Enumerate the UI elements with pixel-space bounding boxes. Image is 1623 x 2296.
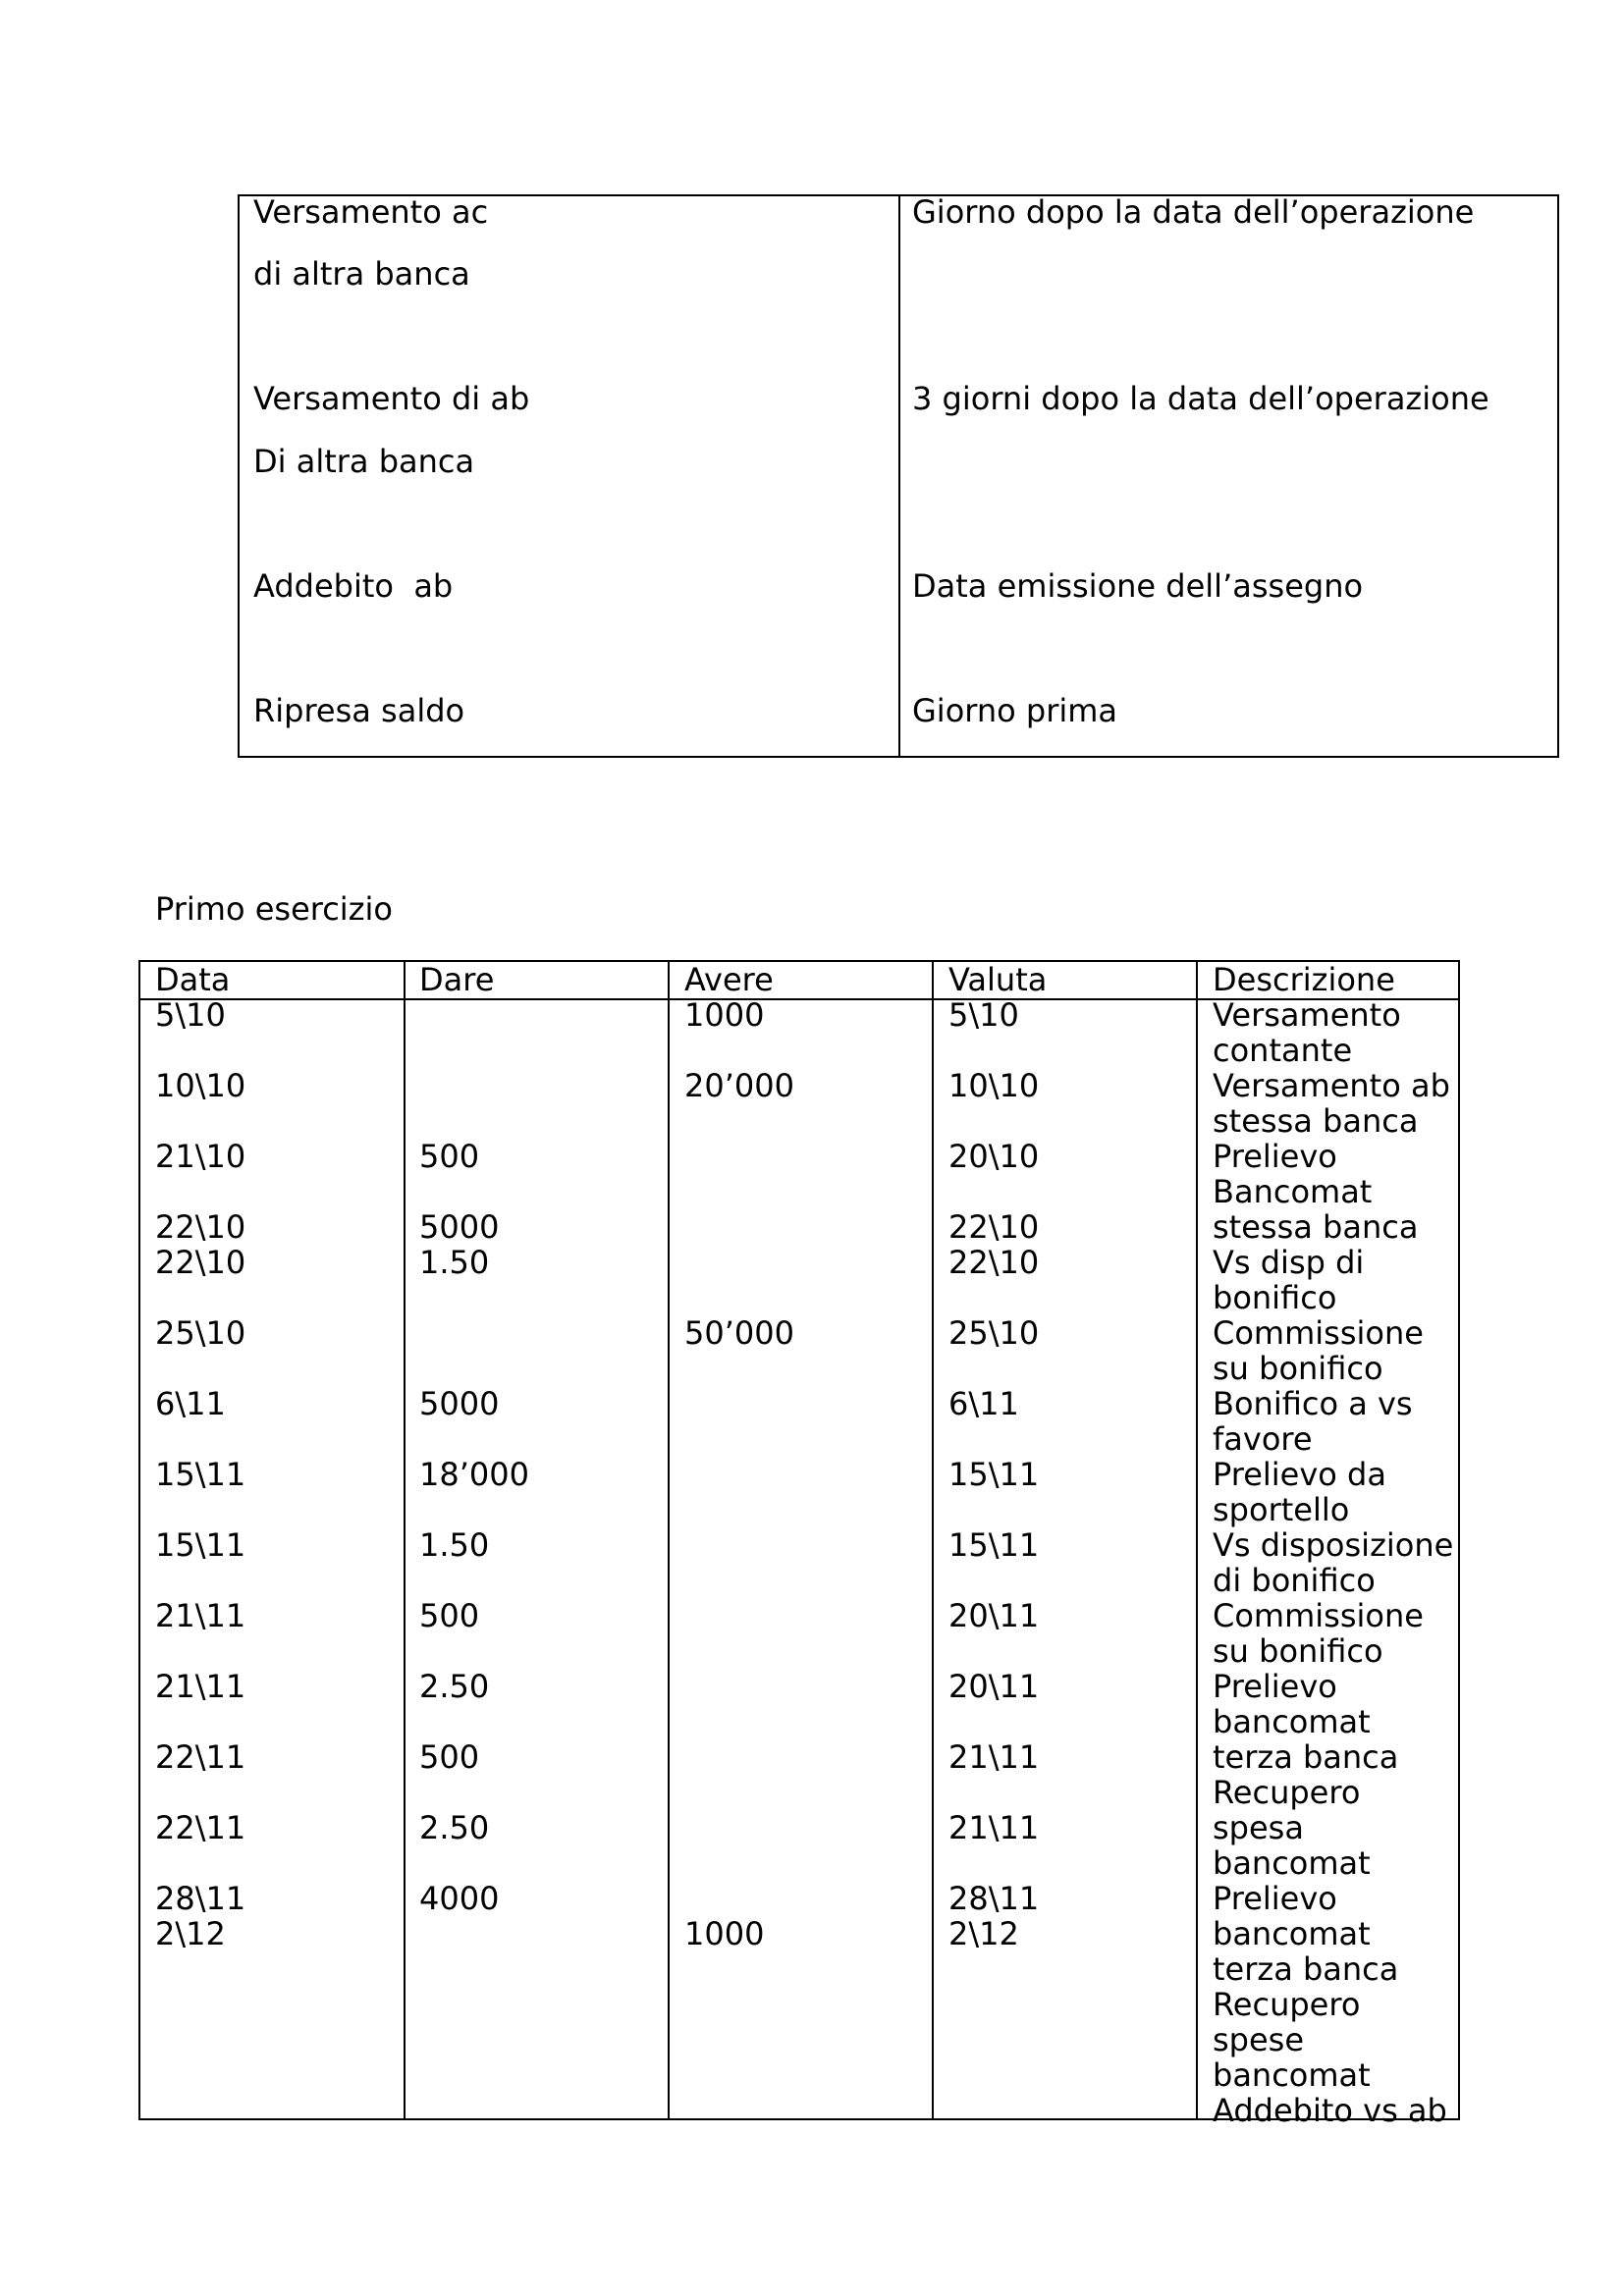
top-cell-right: Giorno prima xyxy=(912,692,1118,729)
section-title: Primo esercizio xyxy=(155,890,393,928)
top-cell-right: Data emissione dell’assegno xyxy=(912,567,1364,605)
cell-descrizione: Versamento ab xyxy=(1213,1067,1450,1104)
cell-data: 21\10 xyxy=(155,1138,246,1175)
cell-data: 6\11 xyxy=(155,1385,226,1422)
cell-descrizione: Versamento xyxy=(1213,996,1401,1034)
cell-valuta: 22\10 xyxy=(948,1244,1040,1281)
cell-data: 15\11 xyxy=(155,1456,246,1493)
cell-avere: 1000 xyxy=(684,996,765,1034)
header-descrizione: Descrizione xyxy=(1213,961,1395,998)
cell-data: 5\10 xyxy=(155,996,226,1034)
cell-dare: 500 xyxy=(419,1738,480,1776)
cell-dare: 18’000 xyxy=(419,1456,529,1493)
top-cell-left: Addebito ab xyxy=(253,567,454,605)
top-cell-right: Giorno dopo la data dell’operazione xyxy=(912,193,1475,231)
column-divider xyxy=(668,962,670,2118)
cell-dare: 5000 xyxy=(419,1208,500,1246)
cell-data: 15\11 xyxy=(155,1526,246,1564)
cell-descrizione: Bonifico a vs xyxy=(1213,1385,1413,1422)
cell-dare: 500 xyxy=(419,1597,480,1634)
top-cell-left: Ripresa saldo xyxy=(253,692,465,729)
cell-descrizione: bancomat xyxy=(1213,1703,1371,1740)
column-divider xyxy=(404,962,406,2118)
cell-descrizione: stessa banca xyxy=(1213,1102,1419,1140)
cell-descrizione: spesa xyxy=(1213,1809,1304,1846)
cell-descrizione: su bonifico xyxy=(1213,1350,1383,1387)
top-cell-right: 3 giorni dopo la data dell’operazione xyxy=(912,380,1489,417)
cell-data: 28\11 xyxy=(155,1880,246,1917)
cell-data: 10\10 xyxy=(155,1067,246,1104)
cell-descrizione: Commissione xyxy=(1213,1314,1424,1352)
cell-data: 2\12 xyxy=(155,1915,226,1952)
cell-valuta: 2\12 xyxy=(948,1915,1019,1952)
cell-descrizione: favore xyxy=(1213,1420,1313,1458)
header-data: Data xyxy=(155,961,231,998)
top-cell-left: Versamento di ab xyxy=(253,380,530,417)
cell-descrizione: Recupero xyxy=(1213,1986,1361,2023)
cell-valuta: 15\11 xyxy=(948,1526,1040,1564)
cell-data: 21\11 xyxy=(155,1597,246,1634)
cell-dare: 1.50 xyxy=(419,1526,490,1564)
cell-descrizione: terza banca xyxy=(1213,1950,1399,1988)
cell-descrizione: Commissione xyxy=(1213,1597,1424,1634)
cell-descrizione: Prelievo xyxy=(1213,1880,1337,1917)
top-cell-left: Di altra banca xyxy=(253,443,475,480)
cell-descrizione: bonifico xyxy=(1213,1279,1337,1316)
cell-avere: 20’000 xyxy=(684,1067,794,1104)
cell-data: 22\11 xyxy=(155,1738,246,1776)
cell-valuta: 6\11 xyxy=(948,1385,1019,1422)
cell-valuta: 22\10 xyxy=(948,1208,1040,1246)
column-divider xyxy=(898,196,900,756)
cell-descrizione: Recupero xyxy=(1213,1774,1361,1811)
cell-descrizione: Addebito vs ab xyxy=(1213,2092,1447,2129)
cell-descrizione: bancomat xyxy=(1213,1844,1371,1882)
cell-descrizione: bancomat xyxy=(1213,2056,1371,2094)
cell-descrizione: spese xyxy=(1213,2021,1305,2058)
cell-descrizione: stessa banca xyxy=(1213,1208,1419,1246)
cell-avere: 50’000 xyxy=(684,1314,794,1352)
cell-valuta: 28\11 xyxy=(948,1880,1040,1917)
cell-descrizione: Vs disp di xyxy=(1213,1244,1365,1281)
cell-valuta: 20\11 xyxy=(948,1668,1040,1705)
cell-descrizione: Prelievo xyxy=(1213,1138,1337,1175)
cell-dare: 2.50 xyxy=(419,1668,490,1705)
cell-valuta: 15\11 xyxy=(948,1456,1040,1493)
cell-valuta: 21\11 xyxy=(948,1809,1040,1846)
cell-valuta: 10\10 xyxy=(948,1067,1040,1104)
cell-descrizione: Prelievo da xyxy=(1213,1456,1386,1493)
cell-data: 22\11 xyxy=(155,1809,246,1846)
top-cell-left: di altra banca xyxy=(253,255,470,293)
cell-descrizione: terza banca xyxy=(1213,1738,1399,1776)
cell-data: 25\10 xyxy=(155,1314,246,1352)
cell-descrizione: sportello xyxy=(1213,1491,1350,1528)
cell-dare: 1.50 xyxy=(419,1244,490,1281)
cell-valuta: 5\10 xyxy=(948,996,1019,1034)
cell-descrizione: bancomat xyxy=(1213,1915,1371,1952)
cell-descrizione: Bancomat xyxy=(1213,1173,1373,1210)
header-avere: Avere xyxy=(684,961,774,998)
cell-valuta: 25\10 xyxy=(948,1314,1040,1352)
cell-valuta: 21\11 xyxy=(948,1738,1040,1776)
top-cell-left: Versamento ac xyxy=(253,193,489,231)
cell-data: 21\11 xyxy=(155,1668,246,1705)
cell-valuta: 20\11 xyxy=(948,1597,1040,1634)
cell-descrizione: su bonifico xyxy=(1213,1632,1383,1670)
cell-dare: 5000 xyxy=(419,1385,500,1422)
column-divider xyxy=(932,962,934,2118)
cell-descrizione: Prelievo xyxy=(1213,1668,1337,1705)
cell-descrizione: contante xyxy=(1213,1032,1353,1069)
cell-valuta: 20\10 xyxy=(948,1138,1040,1175)
cell-data: 22\10 xyxy=(155,1208,246,1246)
cell-dare: 4000 xyxy=(419,1880,500,1917)
cell-descrizione: di bonifico xyxy=(1213,1562,1376,1599)
cell-dare: 2.50 xyxy=(419,1809,490,1846)
cell-descrizione: Vs disposizione xyxy=(1213,1526,1454,1564)
column-divider xyxy=(1196,962,1198,2118)
header-valuta: Valuta xyxy=(948,961,1048,998)
cell-avere: 1000 xyxy=(684,1915,765,1952)
cell-dare: 500 xyxy=(419,1138,480,1175)
cell-data: 22\10 xyxy=(155,1244,246,1281)
header-dare: Dare xyxy=(419,961,495,998)
